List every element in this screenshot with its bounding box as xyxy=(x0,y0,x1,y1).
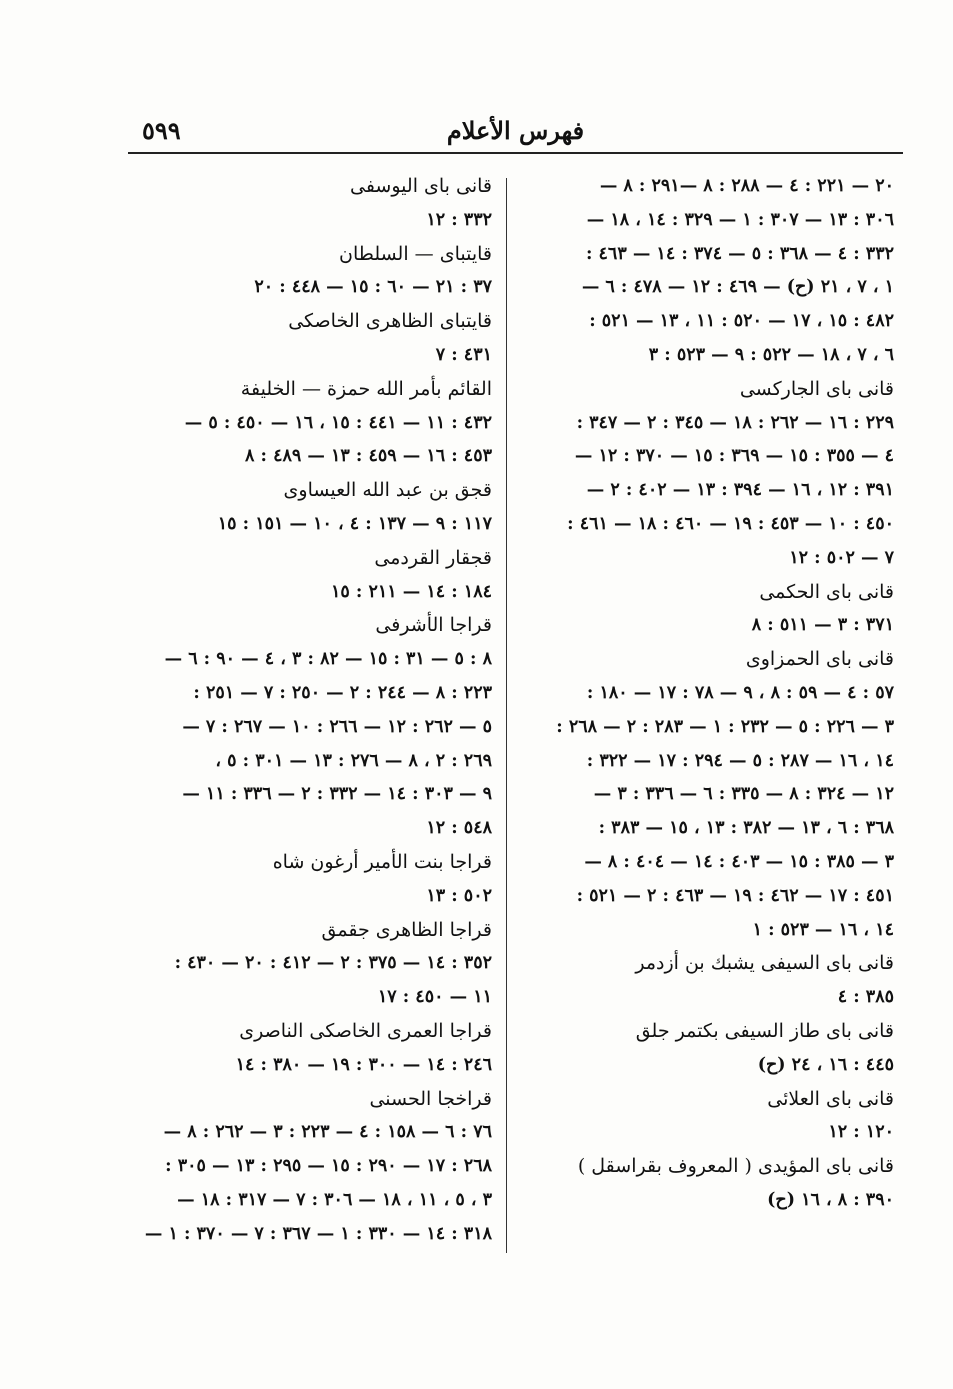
index-entry-name: قانى باى طاز السيفى بكتمر جلق xyxy=(635,1019,894,1042)
page-reference-line: ٣٩١ : ١٢ ، ١٦ — ٣٩٤ : ١٣ — ٤٠٢ : ٢ — xyxy=(586,480,894,501)
page-header xyxy=(128,108,903,154)
index-entry-name: قانى باى الجاركسى xyxy=(739,377,894,400)
page-reference-line: ١١٧ : ٩ — ١٣٧ : ٤ ، ١٠ — ١٥١ : ١٥ xyxy=(217,513,492,534)
page-reference-line: ٧ — ٥٠٢ : ١٢ xyxy=(789,547,894,568)
page-reference-line: ٣ — ٣٨٥ : ١٥ — ٤٠٣ : ١٤ — ٤٠٤ : ٨ — xyxy=(584,851,894,872)
right-column xyxy=(524,170,894,1218)
page-reference-line: ٥٠٢ : ١٣ xyxy=(426,885,492,906)
page-title: فهرس الأعلام xyxy=(446,116,585,145)
page-reference-line: ١٢ — ٣٢٤ : ٨ — ٣٣٥ : ٦ — ٣٣٦ : ٣ — xyxy=(593,784,894,805)
index-entry-name: قايتباى — السلطان xyxy=(338,242,492,265)
column-divider xyxy=(506,178,507,1253)
index-entry-name: قايتباى الظاهرى الخاصكى xyxy=(288,310,492,333)
page-reference-line: ٨ : ٥ — ٣١ : ١٥ — ٨٢ : ٣ ، ٤ — ٩٠ : ٦ — xyxy=(164,649,492,670)
page-reference-line: ٤٣١ : ٧ xyxy=(435,344,492,365)
index-entry-name: قراخجا الحسنى xyxy=(369,1087,492,1110)
page-reference-line: ٤٥٠ : ١٠ — ٤٥٣ : ١٩ — ٤٦٠ : ١٨ — ٤٦١ : xyxy=(567,513,894,534)
page-reference-line: ٢٦٨ : ١٧ — ٢٩٠ : ١٥ — ٢٩٥ : ١٣ — ٣٠٥ : xyxy=(165,1156,492,1177)
page-reference-line: ١ ، ٧ ، ٢١ (ح) — ٤٦٩ : ١٢ — ٤٧٨ : ٦ — xyxy=(581,277,894,298)
page-reference-line: ٣٨٥ : ٤ xyxy=(837,987,894,1008)
page-reference-line: ٤٣٢ : ١١ — ٤٤١ : ١٥ ، ١٦ — ٤٥٠ : ٥ — xyxy=(184,412,492,433)
index-entry-name: قجقار القردمى xyxy=(374,546,492,569)
page-reference-line: ٢٢٩ : ١٦ — ٢٦٢ : ١٨ — ٣٤٥ : ٢ — ٣٤٧ : xyxy=(576,412,894,433)
page-reference-line: ٣٠٦ : ١٣ — ٣٠٧ : ١ — ٣٢٩ : ١٤ ، ١٨ — xyxy=(586,209,894,230)
page-reference-line: ١٤ ، ١٦ — ٥٢٣ : ١ xyxy=(752,919,894,940)
page-reference-line: ٥٤٨ : ١٢ xyxy=(426,818,492,839)
page-reference-line: ٥ — ٢٦٢ : ١٢ — ٢٦٦ : ١٠ — ٢٦٧ : ٧ — xyxy=(182,716,492,737)
index-entry-name: قانى باى اليوسفى xyxy=(349,175,492,197)
page-reference-line: ٤٤٥ : ١٦ ، ٢٤ (ح) xyxy=(757,1054,894,1075)
page-reference-line: ٤٥٣ : ١٦ — ٤٥٩ : ١٣ — ٤٨٩ : ٨ xyxy=(245,446,492,467)
page-reference-line: ١٨٤ : ١٤ — ٢١١ : ١٥ xyxy=(330,581,492,602)
page-reference-line: ٣ ، ٥ ، ١١ ، ١٨ — ٣٠٦ : ٧ — ٣١٧ : ١٨ — xyxy=(177,1189,492,1210)
page-reference-line: ٣٧١ : ٣ — ٥١١ : ٨ xyxy=(751,615,894,636)
page-reference-line: ٤٨٢ : ١٥ ، ١٧ — ٥٢٠ : ١١ ، ١٣ — ٥٢١ : xyxy=(589,311,894,332)
page-reference-line: ٣١٨ : ١٤ — ٣٣٠ : ١ — ٣٦٧ : ٧ — ٣٧٠ : ١ — xyxy=(144,1223,492,1244)
page-reference-line: ٣٣٢ : ٤ — ٣٦٨ : ٥ — ٣٧٤ : ١٤ — ٤٦٣ : xyxy=(585,243,894,264)
page-reference-line: ٢٤٦ : ١٤ — ٣٠٠ : ١٩ — ٣٨٠ : ١٤ xyxy=(235,1054,492,1075)
page-reference-line: ٥٧ : ٤ — ٥٩ : ٨ ، ٩ — ٧٨ : ١٧ — ١٨٠ : xyxy=(586,682,894,703)
page-reference-line: ٧٦ : ٦ — ١٥٨ : ٤ — ٢٢٣ : ٣ — ٢٦٢ : ٨ — xyxy=(163,1122,492,1143)
index-entry-name: قانى باى الحمزاوى xyxy=(745,648,894,671)
page-reference-line: ٣ — ٢٢٦ : ٥ — ٢٣٢ : ١ — ٢٨٣ : ٢ — ٢٦٨ : xyxy=(556,716,894,737)
index-entry-name: قانى باى السيفى يشبك بن أزدمر xyxy=(635,952,894,975)
page-reference-line: ٣٧ : ٢١ — ٦٠ : ١٥ — ٤٤٨ : ٢٠ xyxy=(254,277,492,298)
page-reference-line: ٣٦٨ : ٦ ، ١٣ — ٣٨٢ : ١٣ ، ١٥ — ٣٨٣ : xyxy=(598,818,894,839)
page-reference-line: ٩ — ٣٠٣ : ١٤ — ٣٣٢ : ٢ — ٣٣٦ : ١١ — xyxy=(182,784,492,805)
page-reference-line: ٦ ، ٧ ، ١٨ — ٥٢٢ : ٩ — ٥٢٣ : ٣ xyxy=(648,344,894,365)
page-reference-line: ١٤ ، ١٦ — ٢٨٧ : ٥ — ٢٩٤ : ١٧ — ٣٢٢ : xyxy=(586,750,894,771)
index-entry-name: قانى باى المؤيدى ( المعروف بقراسقل ) xyxy=(577,1155,894,1178)
index-entry-name: قانى باى الحكمى xyxy=(759,580,894,603)
index-entry-name: القائم بأمر الله حمزة — الخليفة xyxy=(240,377,492,400)
page-reference-line: ٢٢٣ : ٨ — ٢٤٤ : ٢ — ٢٥٠ : ٧ — ٢٥١ : xyxy=(193,682,492,703)
page-reference-line: ٢٠ — ٢٢١ : ٤ — ٢٨٨ : ٨ —٢٩١ : ٨ — xyxy=(599,176,894,196)
index-entry-name: قراجا بنت الأمير أرغون شاه xyxy=(272,850,492,873)
index-entry-name: قراجا العمرى الخاصكى الناصرى xyxy=(239,1019,492,1042)
page-reference-line: ٣٥٢ : ١٤ — ٣٧٥ : ٢ — ٤١٢ : ٢٠ — ٤٣٠ : xyxy=(174,953,492,974)
page-reference-line: ٤٥١ : ١٧ — ٤٦٢ : ١٩ — ٤٦٣ : ٢ — ٥٢١ : xyxy=(576,885,894,906)
page-reference-line: ١١ — ٤٥٠ : ١٧ xyxy=(377,987,492,1008)
index-entry-name: قانى باى العلائى xyxy=(767,1087,894,1110)
page-reference-line: ٢٦٩ : ٢ ، ٨ — ٢٧٦ : ١٣ — ٣٠١ : ٥ ، xyxy=(215,750,492,771)
page-number: ٥٩٩ xyxy=(142,116,181,145)
page-reference-line: ٣٣٢ : ١٢ xyxy=(426,209,492,230)
index-entry-name: قجق بن عبد الله العيساوى xyxy=(283,479,492,502)
page-reference-line: ٤ — ٣٥٥ : ١٥ — ٣٦٩ : ١٥ — ٣٧٠ : ١٢ — xyxy=(574,446,894,467)
page-reference-line: ١٢٠ : ١٢ xyxy=(828,1122,894,1143)
index-entry-name: قراجا الأشرفى xyxy=(375,614,492,637)
index-entry-name: قراجا الظاهرى جقمق xyxy=(321,918,492,941)
left-column xyxy=(118,170,492,1252)
page-reference-line: ٣٩٠ : ٨ ، ١٦ (ح) xyxy=(767,1189,894,1210)
